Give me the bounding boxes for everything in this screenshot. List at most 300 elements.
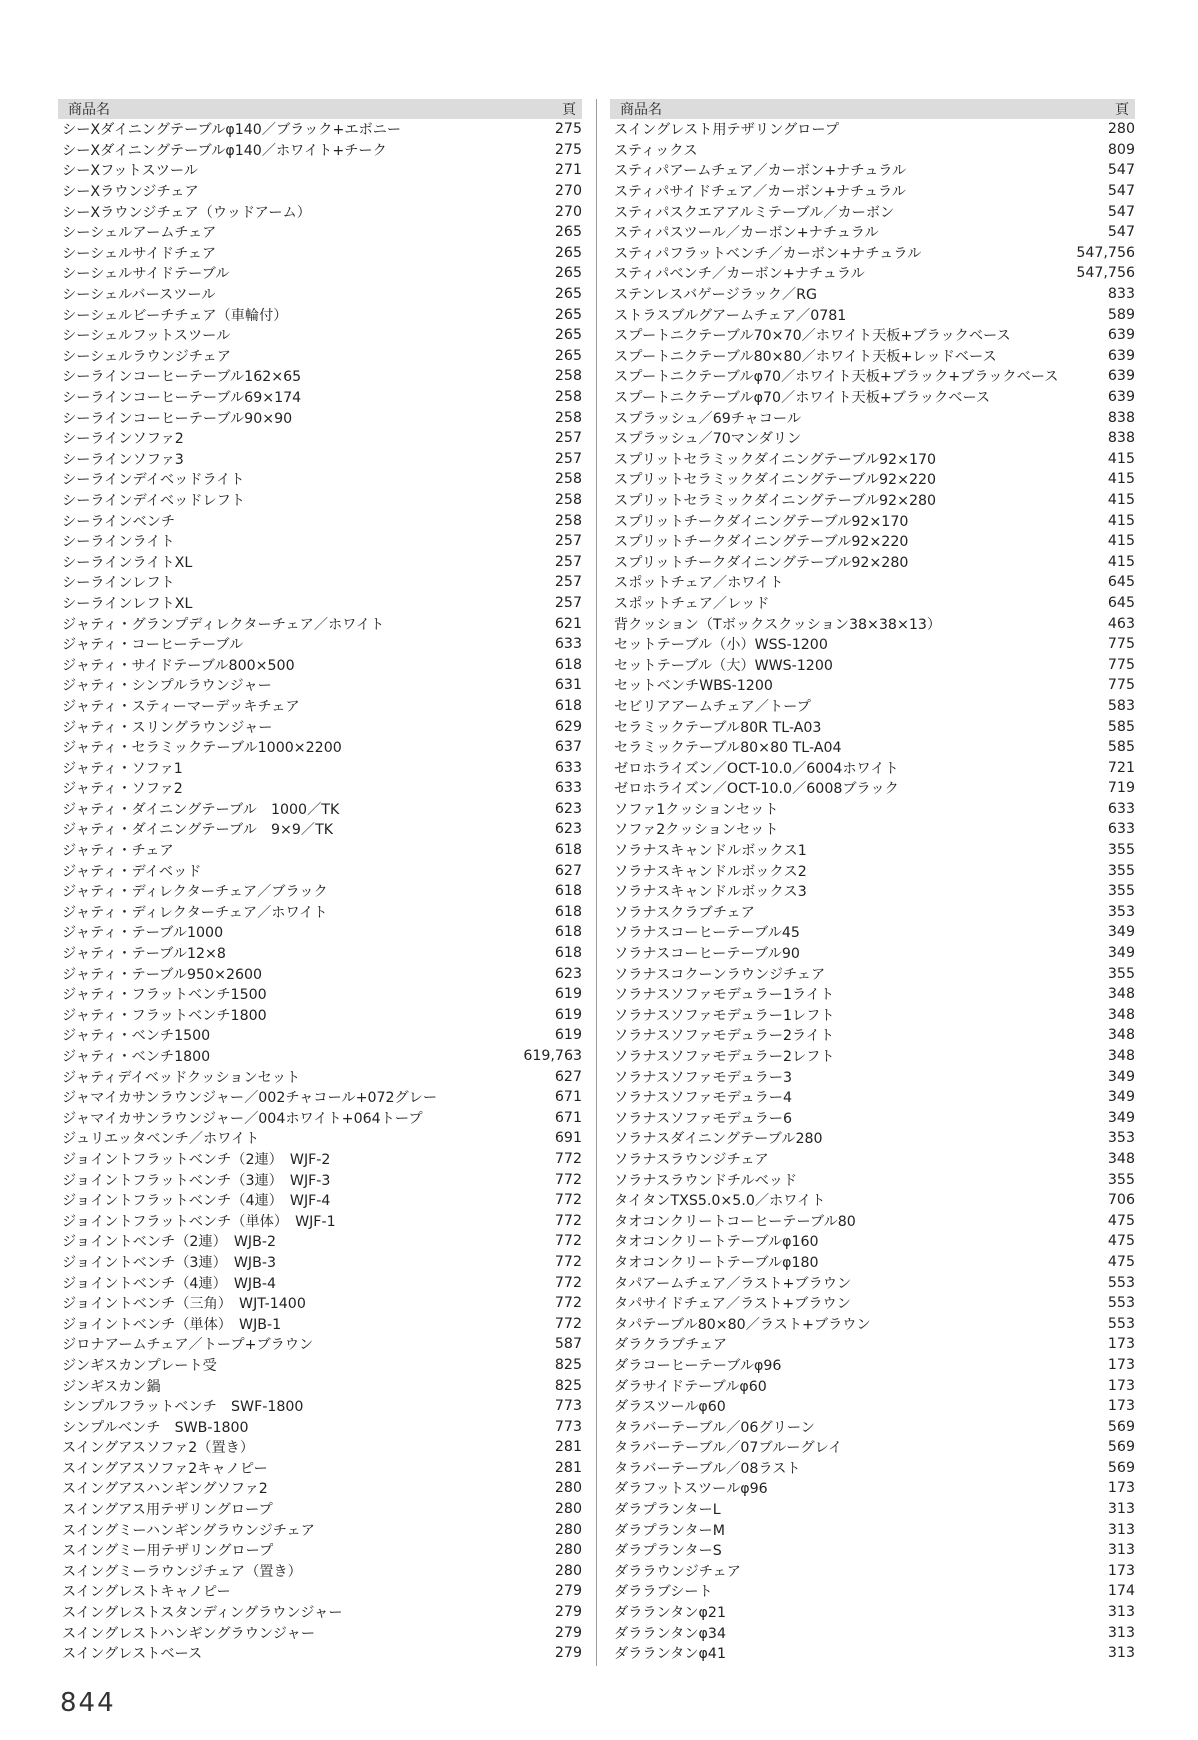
index-row (58, 654, 582, 675)
page-ref: 279 (554, 1583, 582, 1600)
index-list (58, 119, 582, 1664)
product-name: ジャティ・シンプルラウンジャー (62, 678, 272, 695)
index-row (610, 1272, 1135, 1293)
product-name: スイングレスト用テザリングロープ (614, 122, 840, 139)
page-ref: 618 (554, 842, 582, 859)
product-name: ソファ2クッションセット (614, 822, 779, 839)
page-ref: 645 (1107, 594, 1135, 611)
index-row (610, 1190, 1135, 1211)
product-name: スイングミーハンギングラウンジチェア (62, 1522, 315, 1539)
page-ref: 280 (554, 1562, 582, 1579)
product-name: ジュリエッタベンチ／ホワイト (62, 1131, 260, 1148)
index-row (610, 716, 1135, 737)
index-row (610, 654, 1135, 675)
product-name: ソファ1クッションセット (614, 801, 779, 818)
page-ref: 265 (554, 327, 582, 344)
page-ref: 631 (554, 677, 582, 694)
page-ref: 618 (554, 945, 582, 962)
page-ref: 569 (1107, 1459, 1135, 1476)
index-row (610, 304, 1135, 325)
index-row (610, 181, 1135, 202)
product-name: ダラサイドテーブルφ60 (614, 1378, 767, 1395)
product-name: ジャマイカサンラウンジャー／004ホワイト+064トープ (62, 1110, 423, 1127)
index-row (58, 1005, 582, 1026)
index-row (58, 531, 582, 552)
product-name: スプートニクテーブル80×80／ホワイト天板+レッドベース (614, 348, 997, 365)
product-name: ジョイントフラットベンチ（2連） WJF-2 (62, 1151, 331, 1168)
product-name: スティパサイドチェア／カーボン+ナチュラル (614, 184, 906, 201)
product-name: ジャティ・ディレクターチェア／ホワイト (62, 904, 328, 921)
index-row (58, 757, 582, 778)
product-name: スプリットチークダイニングテーブル92×170 (614, 513, 909, 530)
product-name: スプリットセラミックダイニングテーブル92×220 (614, 472, 937, 489)
header-product-name: 商品名 (68, 102, 110, 118)
index-row (610, 902, 1135, 923)
index-row (610, 1396, 1135, 1417)
product-name: シーラインレフト (62, 575, 175, 592)
index-row (610, 1252, 1135, 1273)
page-ref: 275 (554, 121, 582, 138)
index-row (610, 840, 1135, 861)
product-name: スイングアスハンギングソファ2 (62, 1481, 268, 1498)
page-ref: 353 (1107, 1130, 1135, 1147)
product-name: ジャティ・サイドテーブル800×500 (62, 657, 295, 674)
product-name: スプートニクテーブル70×70／ホワイト天板+ブラックベース (614, 328, 1011, 345)
page-ref: 621 (554, 615, 582, 632)
page-ref: 623 (554, 965, 582, 982)
index-column-left (58, 99, 582, 1664)
page-ref: 415 (1107, 491, 1135, 508)
page-ref: 348 (1107, 1150, 1135, 1167)
page-ref: 623 (554, 821, 582, 838)
index-row (610, 963, 1135, 984)
header-page: 頁 (562, 102, 576, 118)
product-name: タラバーテーブル／08ラスト (614, 1460, 801, 1477)
index-row (610, 1458, 1135, 1479)
index-row (58, 963, 582, 984)
product-name: ジョイントベンチ（3連） WJB-3 (62, 1254, 276, 1271)
product-name: ジャティ・ダイニングテーブル 9×9／TK (62, 822, 334, 839)
product-name: スイングアスソファ2キャノピー (62, 1460, 268, 1477)
page-ref: 547 (1107, 162, 1135, 179)
page-ref: 265 (554, 286, 582, 303)
product-name: ダラプランターM (614, 1522, 725, 1539)
product-name: ダラランタンφ34 (614, 1625, 726, 1642)
index-row (58, 449, 582, 470)
page-ref: 585 (1107, 739, 1135, 756)
index-row (610, 737, 1135, 758)
product-name: セビリアアームチェア／トープ (614, 698, 811, 715)
index-row (610, 366, 1135, 387)
page-ref: 475 (1107, 1253, 1135, 1270)
index-row (58, 1334, 582, 1355)
index-row (58, 490, 582, 511)
page-ref: 589 (1107, 306, 1135, 323)
index-row (610, 1540, 1135, 1561)
product-name: シーラインコーヒーテーブル90×90 (62, 410, 293, 427)
index-row (610, 325, 1135, 346)
product-name: スイングレストキャノピー (62, 1584, 231, 1601)
product-name: シーXラウンジチェア (62, 184, 199, 201)
product-name: ソラナスソファモデュラー3 (614, 1069, 792, 1086)
product-name: シーラインライト (62, 534, 175, 551)
page-ref: 775 (1107, 656, 1135, 673)
index-row (58, 1499, 582, 1520)
product-name: スティパアームチェア／カーボン+ナチュラル (614, 163, 907, 180)
page-ref: 258 (554, 491, 582, 508)
product-name: スプートニクテーブルφ70／ホワイト天板+ブラックベース (614, 390, 991, 407)
product-name: シンプルフラットベンチ SWF-1800 (62, 1399, 304, 1416)
page-ref: 721 (1107, 759, 1135, 776)
index-row (610, 346, 1135, 367)
page-ref: 313 (1107, 1542, 1135, 1559)
product-name: スポットチェア／レッド (614, 595, 770, 612)
product-name: ソラナスソファモデュラー6 (614, 1110, 792, 1127)
index-row (610, 407, 1135, 428)
index-row (610, 1581, 1135, 1602)
index-row (58, 1252, 582, 1273)
product-name: シーシェルビーチチェア（車輪付） (62, 307, 288, 324)
product-name: セットテーブル（小）WSS-1200 (614, 637, 828, 654)
product-name: ゼロホライズン／OCT-10.0／6004ホワイト (614, 760, 899, 777)
page-ref: 633 (554, 759, 582, 776)
product-name: シーラインレフトXL (62, 595, 193, 612)
page-ref: 415 (1107, 553, 1135, 570)
product-name: スプラッシュ／70マンダリン (614, 431, 802, 448)
index-row (58, 387, 582, 408)
page-ref: 691 (554, 1130, 582, 1147)
page-ref: 618 (554, 883, 582, 900)
product-name: タパサイドチェア／ラスト+ブラウン (614, 1296, 851, 1313)
page-ref: 637 (554, 739, 582, 756)
index-row (610, 984, 1135, 1005)
page-ref: 270 (554, 183, 582, 200)
index-row (610, 696, 1135, 717)
product-name: ジャティ・テーブル1000 (62, 925, 224, 942)
page-ref: 645 (1107, 574, 1135, 591)
page-ref: 173 (1107, 1398, 1135, 1415)
page-ref: 173 (1107, 1562, 1135, 1579)
index-row (610, 799, 1135, 820)
page-ref: 639 (1107, 389, 1135, 406)
index-row (610, 1561, 1135, 1582)
page-ref: 772 (554, 1150, 582, 1167)
index-row (58, 428, 582, 449)
page-ref: 313 (1107, 1624, 1135, 1641)
product-name: ソラナスソファモデュラー2ライト (614, 1028, 835, 1045)
page-ref: 772 (554, 1295, 582, 1312)
column-header (58, 99, 582, 119)
index-row (58, 1561, 582, 1582)
page-ref: 706 (1107, 1192, 1135, 1209)
index-row (58, 819, 582, 840)
index-row (610, 1005, 1135, 1026)
product-name: ジョイントフラットベンチ（単体） WJF-1 (62, 1213, 336, 1230)
page-ref: 281 (554, 1439, 582, 1456)
page-ref: 348 (1107, 1006, 1135, 1023)
product-name: ジャティ・ソファ1 (62, 760, 183, 777)
page-ref: 415 (1107, 471, 1135, 488)
index-row (58, 1396, 582, 1417)
product-name: シーXダイニングテーブルφ140／ホワイト+チーク (62, 142, 387, 159)
product-name: シーシェルバースツール (62, 287, 216, 304)
product-name: ジャティ・ソファ2 (62, 781, 183, 798)
index-row (58, 284, 582, 305)
page-ref: 547,756 (1076, 265, 1135, 282)
index-row (58, 140, 582, 161)
page-ref: 258 (554, 368, 582, 385)
page-ref: 257 (554, 553, 582, 570)
page-ref: 639 (1107, 347, 1135, 364)
product-name: シーXラウンジチェア（ウッドアーム） (62, 204, 311, 221)
index-row (610, 551, 1135, 572)
index-row (610, 1602, 1135, 1623)
index-row (610, 1375, 1135, 1396)
index-row (58, 1602, 582, 1623)
index-row (610, 860, 1135, 881)
product-name: ジョイントベンチ（三角） WJT-1400 (62, 1296, 306, 1313)
index-row (58, 1293, 582, 1314)
product-name: ソラナスラウンドチルベッド (614, 1172, 798, 1189)
product-name: ダラフットスツールφ96 (614, 1481, 768, 1498)
index-row (610, 469, 1135, 490)
product-name: スプリットセラミックダイニングテーブル92×170 (614, 451, 937, 468)
product-name: スイングミー用テザリングロープ (62, 1543, 274, 1560)
page-ref: 349 (1107, 1109, 1135, 1126)
product-name: スプリットチークダイニングテーブル92×220 (614, 534, 909, 551)
page-ref: 775 (1107, 636, 1135, 653)
page-ref: 173 (1107, 1480, 1135, 1497)
page-ref: 719 (1107, 780, 1135, 797)
page-ref: 265 (554, 224, 582, 241)
product-name: ソラナスキャンドルボックス1 (614, 843, 807, 860)
product-name: ダラプランターS (614, 1543, 722, 1560)
product-name: ソラナスラウンジチェア (614, 1151, 769, 1168)
product-name: タオコンクリートテーブルφ160 (614, 1234, 819, 1251)
index-row (58, 1231, 582, 1252)
index-row (610, 943, 1135, 964)
product-name: ジャティ・ダイニングテーブル 1000／TK (62, 801, 340, 818)
index-row (610, 572, 1135, 593)
index-row (610, 449, 1135, 470)
index-row (58, 696, 582, 717)
index-row (58, 675, 582, 696)
index-row (58, 1540, 582, 1561)
page-ref: 619 (554, 1027, 582, 1044)
index-row (58, 1437, 582, 1458)
page-ref: 258 (554, 512, 582, 529)
page-ref: 355 (1107, 965, 1135, 982)
index-row (610, 1355, 1135, 1376)
product-name: ソラナスソファモデュラー2レフト (614, 1049, 835, 1066)
page-ref: 775 (1107, 677, 1135, 694)
product-name: ジロナアームチェア／トープ+ブラウン (62, 1337, 314, 1354)
page-ref: 279 (554, 1645, 582, 1662)
page-ref: 355 (1107, 862, 1135, 879)
page-ref: 355 (1107, 883, 1135, 900)
page-ref: 627 (554, 1068, 582, 1085)
product-name: ジャティ・スリングラウンジャー (62, 719, 273, 736)
index-row (58, 902, 582, 923)
page-ref: 671 (554, 1089, 582, 1106)
page-ref: 463 (1107, 615, 1135, 632)
index-row (58, 1622, 582, 1643)
product-name: ソラナスコクーンラウンジチェア (614, 966, 826, 983)
index-row (58, 201, 582, 222)
product-name: シーシェルサイドチェア (62, 245, 217, 262)
index-row (58, 1355, 582, 1376)
page-ref: 349 (1107, 924, 1135, 941)
index-row (610, 1046, 1135, 1067)
index-row (58, 263, 582, 284)
index-row (610, 490, 1135, 511)
page-ref: 349 (1107, 1068, 1135, 1085)
page-ref: 270 (554, 203, 582, 220)
product-name: スイングアスソファ2（置き） (62, 1440, 255, 1457)
index-row (58, 1128, 582, 1149)
page-ref: 279 (554, 1604, 582, 1621)
product-name: タパテーブル80×80／ラスト+ブラウン (614, 1316, 871, 1333)
page-ref: 280 (554, 1501, 582, 1518)
page-ref: 173 (1107, 1377, 1135, 1394)
index-row (610, 593, 1135, 614)
page-ref: 569 (1107, 1439, 1135, 1456)
page-ref: 257 (554, 533, 582, 550)
product-name: ジンギスカンプレート受 (62, 1357, 217, 1374)
product-name: ソラナスソファモデュラー4 (614, 1090, 792, 1107)
page-ref: 265 (554, 244, 582, 261)
product-name: ジョイントフラットベンチ（3連） WJF-3 (62, 1172, 331, 1189)
index-column-right (610, 99, 1135, 1664)
product-name: シーラインソファ3 (62, 451, 184, 468)
product-name: シーシェルラウンジチェア (62, 348, 231, 365)
page-ref: 547,756 (1076, 244, 1135, 261)
product-name: ジャティ・デイベッド (62, 863, 202, 880)
product-name: スプリットセラミックダイニングテーブル92×280 (614, 492, 937, 509)
product-name: シーラインデイベッドレフト (62, 492, 246, 509)
index-list (610, 119, 1135, 1664)
page-ref: 355 (1107, 1171, 1135, 1188)
product-name: ジンギスカン鍋 (62, 1378, 161, 1395)
page-ref: 772 (554, 1253, 582, 1270)
index-row (610, 222, 1135, 243)
index-row (610, 1025, 1135, 1046)
product-name: ジャティ・テーブル950×2600 (62, 966, 263, 983)
product-name: シーXダイニングテーブルφ140／ブラック+エボニー (62, 122, 402, 139)
page-ref: 619,763 (523, 1048, 582, 1065)
page-number: 844 (60, 1688, 116, 1718)
index-row (58, 1643, 582, 1664)
product-name: スポットチェア／ホワイト (614, 575, 784, 592)
index-row (610, 819, 1135, 840)
product-name: ソラナスコーヒーテーブル90 (614, 946, 800, 963)
index-row (58, 593, 582, 614)
index-row (58, 222, 582, 243)
product-name: ジョイントベンチ（4連） WJB-4 (62, 1275, 276, 1292)
product-name: ゼロホライズン／OCT-10.0／6008ブラック (614, 781, 899, 798)
index-row (58, 1108, 582, 1129)
product-name: ジャティ・テーブル12×8 (62, 946, 226, 963)
page-ref: 355 (1107, 842, 1135, 859)
page-ref: 415 (1107, 450, 1135, 467)
page-ref: 553 (1107, 1295, 1135, 1312)
index-row (610, 1519, 1135, 1540)
page-ref: 772 (554, 1274, 582, 1291)
index-row (610, 1210, 1135, 1231)
product-name: ダララブシート (614, 1584, 713, 1601)
index-row (58, 1478, 582, 1499)
product-name: ジャティ・チェア (62, 843, 174, 860)
page-ref: 772 (554, 1192, 582, 1209)
product-name: ソラナスダイニングテーブル280 (614, 1131, 823, 1148)
page-ref: 313 (1107, 1645, 1135, 1662)
page-ref: 279 (554, 1624, 582, 1641)
index-row (58, 1169, 582, 1190)
product-name: シーXフットスツール (62, 163, 198, 180)
index-row (58, 325, 582, 346)
product-name: スティックス (614, 142, 698, 159)
index-row (610, 1334, 1135, 1355)
product-name: スティパスクエアアルミテーブル／カーボン (614, 204, 895, 221)
page-ref: 271 (554, 162, 582, 179)
page-ref: 569 (1107, 1418, 1135, 1435)
index-row (610, 119, 1135, 140)
product-name: ジョイントベンチ（2連） WJB-2 (62, 1234, 276, 1251)
index-row (610, 140, 1135, 161)
page-ref: 809 (1107, 141, 1135, 158)
page-ref: 772 (554, 1212, 582, 1229)
index-row (610, 201, 1135, 222)
index-row (610, 387, 1135, 408)
index-row (58, 737, 582, 758)
page-ref: 633 (1107, 800, 1135, 817)
index-row (610, 1149, 1135, 1170)
product-name: ストラスブルグアームチェア／0781 (614, 307, 847, 324)
page-ref: 280 (554, 1542, 582, 1559)
header-product-name: 商品名 (620, 102, 662, 118)
product-name: ソラナスコーヒーテーブル45 (614, 925, 800, 942)
product-name: スイングアス用テザリングロープ (62, 1502, 273, 1519)
index-row (58, 1025, 582, 1046)
index-row (58, 1190, 582, 1211)
page-ref: 633 (554, 780, 582, 797)
product-name: ソラナスキャンドルボックス2 (614, 863, 807, 880)
product-name: ジャティデイベッドクッションセット (62, 1069, 301, 1086)
page-ref: 265 (554, 347, 582, 364)
product-name: スプートニクテーブルφ70／ホワイト天板+ブラック+ブラックベース (614, 369, 1059, 386)
product-name: ダラランタンφ41 (614, 1646, 726, 1663)
index-row (610, 881, 1135, 902)
page-ref: 825 (554, 1356, 582, 1373)
page-ref: 618 (554, 924, 582, 941)
index-row (58, 1066, 582, 1087)
index-row (58, 510, 582, 531)
page-ref: 619 (554, 986, 582, 1003)
page-ref: 618 (554, 656, 582, 673)
index-row (58, 943, 582, 964)
page-ref: 280 (554, 1480, 582, 1497)
product-name: ダラコーヒーテーブルφ96 (614, 1357, 782, 1374)
page-ref: 825 (554, 1377, 582, 1394)
product-name: セットテーブル（大）WWS-1200 (614, 657, 833, 674)
index-row (58, 1458, 582, 1479)
index-row (610, 243, 1135, 264)
page-ref: 275 (554, 141, 582, 158)
index-row (610, 1231, 1135, 1252)
product-name: セラミックテーブル80R TL-A03 (614, 719, 822, 736)
product-name: ステンレスバゲージラック／RG (614, 287, 817, 304)
product-name: ジャティ・セラミックテーブル1000×2200 (62, 740, 342, 757)
